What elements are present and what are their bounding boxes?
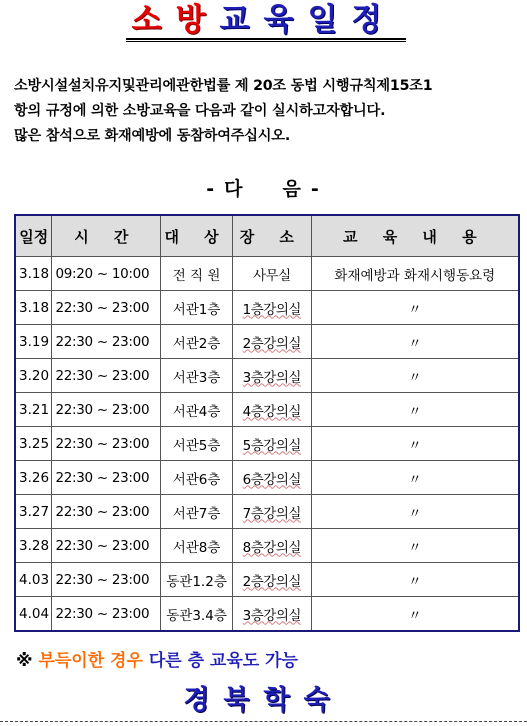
heading-dash: - bbox=[206, 178, 217, 200]
cell-target: 서관4층 bbox=[161, 393, 233, 427]
cell-content: 〃 bbox=[311, 427, 519, 461]
cell-date: 3.20 bbox=[15, 359, 52, 393]
table-row bbox=[15, 563, 519, 597]
intro-line: 항의 규정에 의한 소방교육을 다음과 같이 실시하고자합니다. bbox=[14, 103, 386, 119]
cell-date: 3.25 bbox=[15, 427, 52, 461]
place-text: 8층강의실 bbox=[242, 539, 301, 556]
place-text: 2층강의실 bbox=[242, 335, 301, 352]
place-text: 7층강의실 bbox=[242, 505, 301, 522]
title-underline bbox=[126, 38, 406, 42]
cell-content: 〃 bbox=[311, 529, 519, 563]
section-heading bbox=[0, 174, 527, 201]
cell-place bbox=[232, 325, 311, 359]
page-bottom-divider bbox=[0, 721, 527, 723]
place-text: 1층강의실 bbox=[242, 301, 301, 318]
notice-text-orange: 부득이한 경우 bbox=[38, 651, 143, 671]
cell-place bbox=[232, 563, 311, 597]
cell-place bbox=[232, 393, 311, 427]
cell-target: 서관7층 bbox=[161, 495, 233, 529]
cell-time: 22:30 ~ 23:00 bbox=[52, 597, 161, 632]
cell-target: 서관6층 bbox=[161, 461, 233, 495]
title-char: 소 bbox=[131, 2, 176, 38]
title-char: 정 bbox=[351, 2, 396, 38]
cell-time: 22:30 ~ 23:00 bbox=[52, 325, 161, 359]
place-text: 4층강의실 bbox=[242, 403, 301, 420]
table-header-row bbox=[15, 215, 519, 257]
table-row bbox=[15, 257, 519, 291]
cell-content: 〃 bbox=[311, 291, 519, 325]
cell-place bbox=[232, 291, 311, 325]
title-char: 일 bbox=[307, 2, 352, 38]
cell-content: 〃 bbox=[311, 563, 519, 597]
header-target: 대 상 bbox=[161, 215, 233, 257]
heading-dash: - bbox=[310, 178, 321, 200]
cell-time: 22:30 ~ 23:00 bbox=[52, 461, 161, 495]
table-row bbox=[15, 427, 519, 461]
cell-date: 3.18 bbox=[15, 291, 52, 325]
reference-mark-icon: ※ bbox=[16, 651, 33, 671]
page-title bbox=[0, 2, 527, 38]
cell-target: 서관2층 bbox=[161, 325, 233, 359]
organization-name: 경북학숙 bbox=[183, 685, 344, 716]
cell-content: 〃 bbox=[311, 393, 519, 427]
intro-line: 소방시설설치유지및관리에관한법률 제 20조 동법 시행규칙제15조1 bbox=[14, 78, 433, 94]
cell-target: 동관1.2층 bbox=[161, 563, 233, 597]
cell-date: 3.18 bbox=[15, 257, 52, 291]
title-char: 육 bbox=[263, 2, 308, 38]
place-text: 6층강의실 bbox=[242, 471, 301, 488]
header-content: 교 육 내 용 bbox=[311, 215, 519, 257]
notice-line bbox=[16, 646, 298, 671]
cell-time: 22:30 ~ 23:00 bbox=[52, 529, 161, 563]
cell-content: 〃 bbox=[311, 597, 519, 632]
place-text: 3층강의실 bbox=[242, 607, 301, 624]
table-row bbox=[15, 495, 519, 529]
cell-target: 서관5층 bbox=[161, 427, 233, 461]
cell-target: 서관8층 bbox=[161, 529, 233, 563]
cell-place bbox=[232, 529, 311, 563]
table-row bbox=[15, 597, 519, 632]
cell-time: 22:30 ~ 23:00 bbox=[52, 563, 161, 597]
table-row bbox=[15, 291, 519, 325]
cell-target: 동관3.4층 bbox=[161, 597, 233, 632]
cell-date: 3.21 bbox=[15, 393, 52, 427]
cell-content: 〃 bbox=[311, 359, 519, 393]
cell-place bbox=[232, 495, 311, 529]
cell-time: 22:30 ~ 23:00 bbox=[52, 495, 161, 529]
cell-place bbox=[232, 597, 311, 632]
table-row bbox=[15, 529, 519, 563]
cell-time: 09:20 ~ 10:00 bbox=[52, 257, 161, 291]
header-date: 일정 bbox=[15, 215, 52, 257]
table-row bbox=[15, 325, 519, 359]
table-row bbox=[15, 461, 519, 495]
cell-time: 22:30 ~ 23:00 bbox=[52, 393, 161, 427]
cell-content: 〃 bbox=[311, 461, 519, 495]
cell-date: 3.28 bbox=[15, 529, 52, 563]
cell-time: 22:30 ~ 23:00 bbox=[52, 427, 161, 461]
title-char: 방 bbox=[175, 2, 220, 38]
schedule-table bbox=[14, 214, 520, 632]
heading-word: 다 bbox=[224, 178, 245, 200]
intro-line: 많은 참석으로 화재예방에 동참하여주십시오. bbox=[14, 128, 291, 144]
cell-target: 서관1층 bbox=[161, 291, 233, 325]
cell-time: 22:30 ~ 23:00 bbox=[52, 359, 161, 393]
place-text: 5층강의실 bbox=[242, 437, 301, 454]
cell-place bbox=[232, 461, 311, 495]
cell-date: 3.19 bbox=[15, 325, 52, 359]
header-place: 장 소 bbox=[232, 215, 311, 257]
cell-content: 화재예방과 화재시행동요령 bbox=[311, 257, 519, 291]
cell-place: 사무실 bbox=[232, 257, 311, 291]
cell-date: 3.26 bbox=[15, 461, 52, 495]
place-text: 2층강의실 bbox=[242, 573, 301, 590]
heading-word: 음 bbox=[282, 178, 303, 200]
intro-paragraph bbox=[14, 74, 524, 149]
title-char: 교 bbox=[219, 2, 264, 38]
cell-date: 4.03 bbox=[15, 563, 52, 597]
cell-content: 〃 bbox=[311, 495, 519, 529]
cell-content: 〃 bbox=[311, 325, 519, 359]
cell-place bbox=[232, 359, 311, 393]
place-text: 3층강의실 bbox=[242, 369, 301, 386]
header-time: 시 간 bbox=[52, 215, 161, 257]
notice-text-blue: 다른 층 교육도 가능 bbox=[148, 651, 298, 671]
cell-date: 4.04 bbox=[15, 597, 52, 632]
cell-place bbox=[232, 427, 311, 461]
cell-target: 서관3층 bbox=[161, 359, 233, 393]
cell-target: 전 직 원 bbox=[161, 257, 233, 291]
cell-time: 22:30 ~ 23:00 bbox=[52, 291, 161, 325]
cell-date: 3.27 bbox=[15, 495, 52, 529]
table-row bbox=[15, 393, 519, 427]
table-row bbox=[15, 359, 519, 393]
